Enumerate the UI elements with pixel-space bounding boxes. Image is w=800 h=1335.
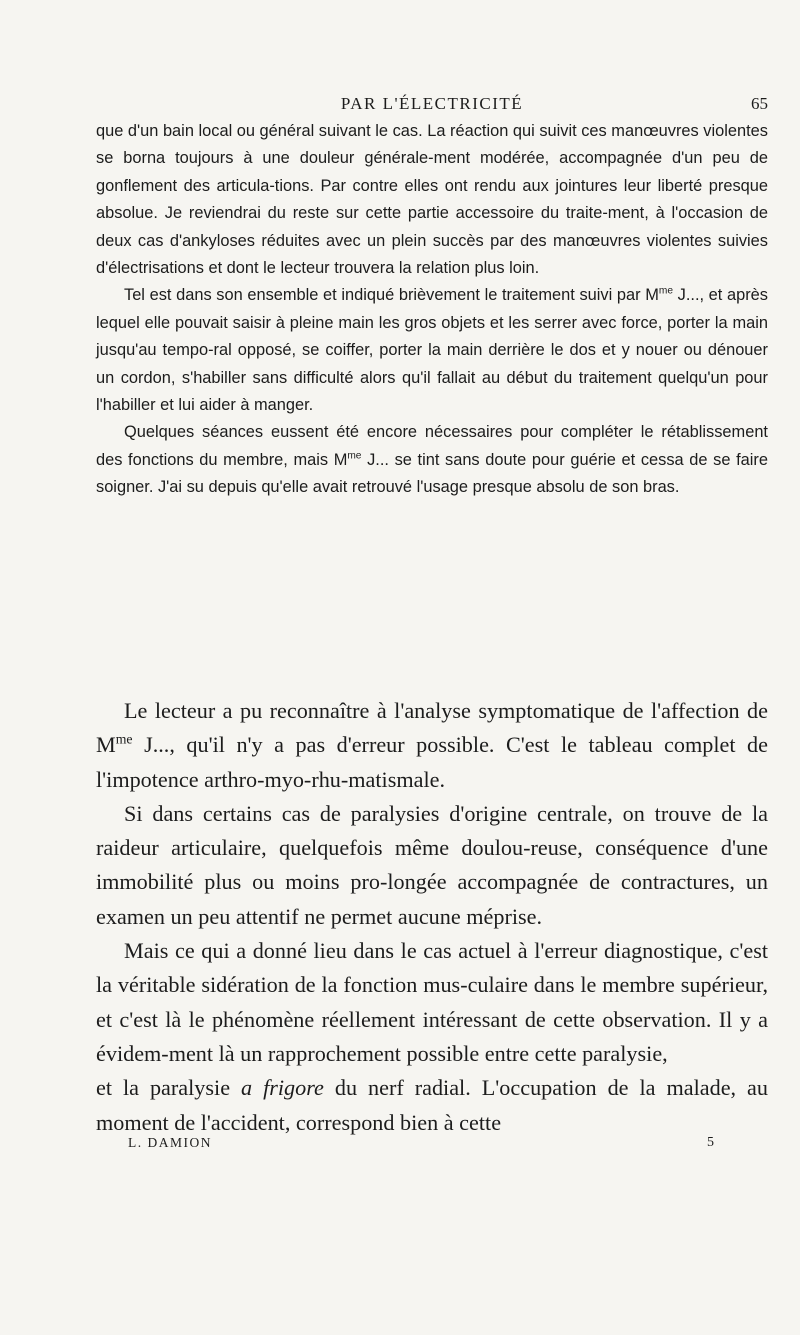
superscript: me (658, 285, 673, 297)
large-type-block (96, 694, 768, 1140)
sheet-number: 5 (707, 1135, 714, 1150)
paragraph: que d'un bain local ou général suivant le cas. La réaction qui suivit ces manœuvres violentes se borna toujours à une douleur générale-ment modérée, accompagnée d'un peu de gonflement des articula-tions. Par contre elles ont rendu aux jointures leur liberté presque absolue. Je reviendrai du reste sur cette partie accessoire du traite-ment, à l'occasion de deux cas d'ankyloses réduites avec un plein succès par des manœuvres violentes suivies d'électrisations et dont le lecteur trouvera la relation plus loin. (96, 122, 768, 278)
paragraph: Si dans certains cas de paralysies d'origine centrale, on trouve de la raideur articulaire, quelquefois même doulou-reuse, conséquence d'une immobilité plus ou moins pro-longée accompagnée de contractures, un examen un peu attentif ne permet aucune méprise. (96, 800, 768, 929)
superscript: me (115, 731, 133, 747)
running-header (96, 94, 768, 118)
italic-term: a frigore (241, 1075, 324, 1101)
sheet-footer (128, 1135, 768, 1155)
paragraph: et la paralysie a frigore du nerf radial. L'occupation de la malade, au moment de l'accident, correspond bien à cette (96, 1075, 768, 1135)
small-type-block (96, 118, 768, 502)
paragraph: Tel est dans son ensemble et indiqué brièvement le traitement suivi par $M^{me}$ J..., et après lequel elle pouvait saisir à pleine main les gros objets et les serrer avec force, porter la main jusqu'au tempo-ral opposé, se coiffer, porter la main derrière le dos et y nouer ou dénouer un cordon, s'habiller sans difficulté alors qu'il fallait au début du traitement quelqu'un pour l'habiller et lui aider à manger. (96, 285, 768, 415)
running-title: PAR L'ÉLECTRICITÉ (340, 94, 524, 113)
paragraph: Mais ce qui a donné lieu dans le cas actuel à l'erreur diagnostique, c'est la véritable sidération de la fonction mus-culaire dans le membre supérieur, et c'est là le phénomène réellement intéressant de cette observation. Il y a évidem-ment là un rapprochement possible entre cette paralysie, (96, 938, 768, 1066)
paragraph: Le lecteur a pu reconnaître à l'analyse symptomatique de l'affection de $M^{me}$ J..., qu'il n'y a pas d'erreur possible. C'est le tableau complet de l'impotence arthro-myo-rhu-matismale. (96, 698, 768, 792)
signature-mark: L. DAMION (128, 1135, 212, 1150)
superscript: me (347, 450, 362, 462)
paragraph: Quelques séances eussent été encore nécessaires pour compléter le rétablissement des fonctions du membre, mais $M^{me}$ J... se tint sans doute pour guérie et cessa de se faire soigner. J'ai su depuis qu'elle avait retrouvé l'usage presque absolu de son bras. (96, 423, 768, 497)
page-number: 65 (751, 94, 768, 113)
